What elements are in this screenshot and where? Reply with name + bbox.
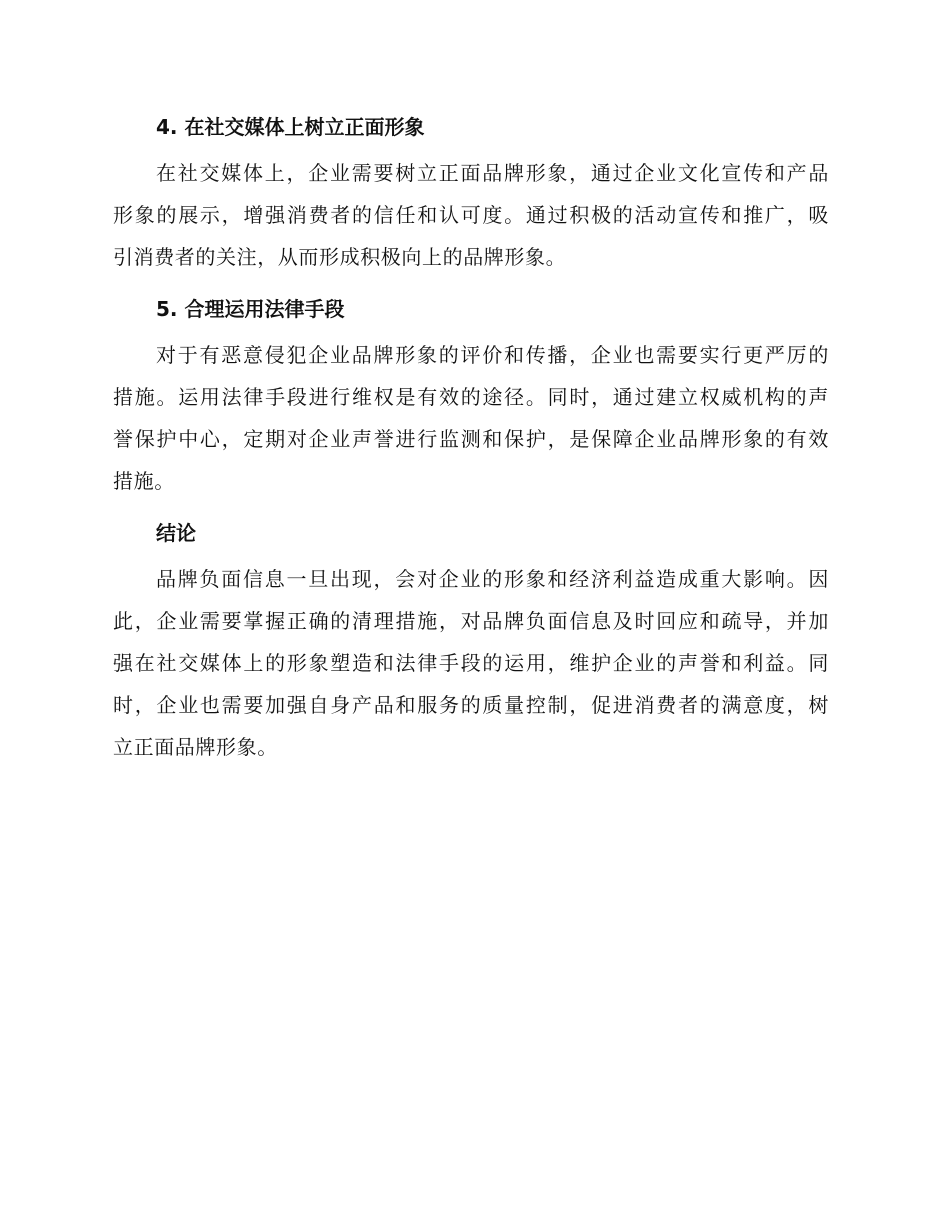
section-heading-5: 5. 合理运用法律手段 [156, 297, 345, 321]
section-4-paragraph [113, 152, 829, 278]
paragraph-line: 形象的展示，增强消费者的信任和认可度。通过积极的活动宣传和推广，吸 [113, 203, 829, 227]
section-5-paragraph [113, 334, 829, 502]
paragraph-line: 对于有恶意侵犯企业品牌形象的评价和传播，企业也需要实行更严厉的 [156, 343, 829, 367]
paragraph-line: 措施。运用法律手段进行维权是有效的途径。同时，通过建立权威机构的声 [113, 385, 829, 409]
paragraph-line: 立正面品牌形象。 [113, 735, 278, 759]
paragraph-line: 品牌负面信息一旦出现，会对企业的形象和经济利益造成重大影响。因 [156, 567, 829, 591]
paragraph-line: 誉保护中心，定期对企业声誉进行监测和保护，是保障企业品牌形象的有效 [113, 427, 829, 451]
conclusion-paragraph [113, 558, 829, 768]
paragraph-line: 强在社交媒体上的形象塑造和法律手段的运用，维护企业的声誉和利益。同 [113, 651, 829, 675]
document-page [113, 106, 829, 778]
section-heading-4: 4. 在社交媒体上树立正面形象 [156, 115, 425, 139]
paragraph-line: 在社交媒体上，企业需要树立正面品牌形象，通过企业文化宣传和产品 [156, 161, 829, 185]
conclusion-heading: 结论 [156, 521, 196, 545]
paragraph-line: 时，企业也需要加强自身产品和服务的质量控制，促进消费者的满意度，树 [113, 693, 829, 717]
paragraph-line: 此，企业需要掌握正确的清理措施，对品牌负面信息及时回应和疏导，并加 [113, 609, 829, 633]
paragraph-line: 措施。 [113, 469, 175, 493]
paragraph-line: 引消费者的关注，从而形成积极向上的品牌形象。 [113, 245, 567, 269]
